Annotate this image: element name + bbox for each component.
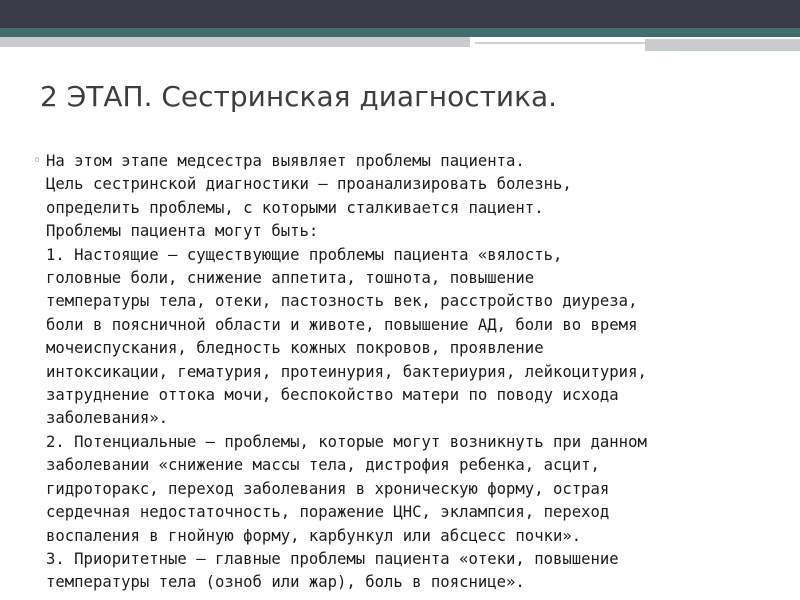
body-line: мочеиспускания, бледность кожных покровов, проявление — [46, 339, 544, 358]
body-line: воспаления в гнойную форму, карбункул или абсцесс почки». — [46, 526, 582, 545]
body-line: затруднение оттока мочи, беспокойство матери по поводу исхода — [46, 386, 619, 405]
body-line: температуры тела (озноб или жар), боль в пояснице». — [46, 573, 525, 592]
body-line: 3. Приоритетные – главные проблемы пациента «отеки, повышение — [46, 549, 619, 568]
body-line: головные боли, снижение аппетита, тошнота, повышение — [46, 269, 535, 288]
body-line: заболевания». — [46, 409, 169, 428]
body-line: гидроторакс, переход заболевания в хроническую форму, острая — [46, 479, 610, 498]
body-line: На этом этапе медсестра выявляет проблемы пациента. — [46, 152, 525, 170]
body-line: интоксикации, гематурия, протеинурия, бактериурия, лейкоцитурия, — [46, 362, 647, 381]
body-line: заболевании «снижение массы тела, дистрофия ребенка, асцит, — [46, 456, 600, 475]
body-line: 1. Настоящие – существующие проблемы пациента «вялость, — [46, 245, 563, 264]
body-line: 2. Потенциальные – проблемы, которые могут возникнуть при данном — [46, 432, 647, 451]
header-gray-band-right — [645, 37, 800, 51]
header-teal-band — [0, 28, 800, 37]
body-line: Цель сестринской диагностики – проанализировать болезнь, — [46, 175, 572, 194]
slide-title: 2 ЭТАП. Сестринская диагностика. — [40, 80, 558, 113]
body-text — [46, 150, 786, 595]
header-dark-band — [0, 0, 800, 28]
circle-bullet-icon: ◦ — [33, 153, 42, 169]
body-line: определить проблемы, с которыми сталкивается пациент. — [46, 198, 544, 217]
body-line: Проблемы пациента могут быть: — [46, 222, 319, 241]
body-line: температуры тела, отеки, пастозность век, расстройство диуреза, — [46, 292, 638, 311]
header-gray-band-left — [0, 37, 470, 47]
body-line: боли в поясничной области и животе, повышение АД, боли во время — [46, 315, 638, 334]
body-line: сердечная недостаточность, поражение ЦНС, эклампсия, переход — [46, 503, 610, 522]
